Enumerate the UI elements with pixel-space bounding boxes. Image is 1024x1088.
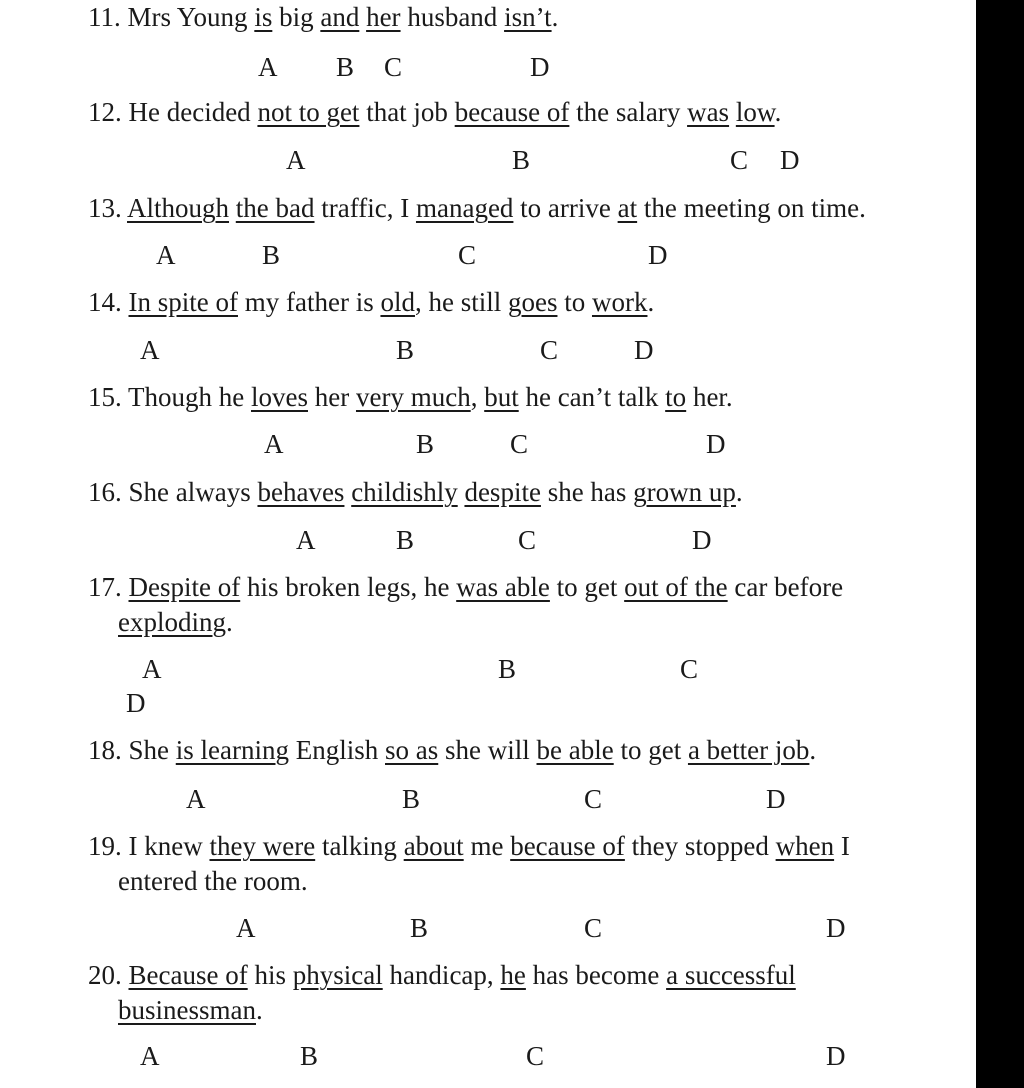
underlined-segment: a successful <box>666 960 796 990</box>
option-label-a: A <box>186 784 206 814</box>
plain-segment: . <box>226 607 233 637</box>
plain-segment: to get <box>613 735 688 765</box>
underlined-segment: behaves <box>257 477 345 507</box>
option-label-c: C <box>526 1041 545 1071</box>
question-number: 13. <box>88 193 122 223</box>
question-number: 18. <box>88 735 122 765</box>
option-label-c: C <box>458 240 477 270</box>
underlined-segment: the bad <box>235 193 315 223</box>
option-label-b: B <box>402 784 421 814</box>
question-sentence <box>88 97 781 127</box>
plain-segment: his broken legs, he <box>240 572 457 602</box>
option-label-b: B <box>498 654 517 684</box>
question-sentence <box>88 477 743 507</box>
underlined-segment: at <box>617 193 638 223</box>
underlined-segment: businessman <box>118 995 256 1025</box>
question-sentence-continued <box>118 607 233 637</box>
question-sentence <box>88 735 816 765</box>
option-label-d: D <box>766 784 786 814</box>
question-sentence <box>88 572 843 602</box>
plain-segment: . <box>647 287 655 317</box>
plain-segment: to arrive <box>513 193 618 223</box>
question-number: 19. <box>88 831 122 861</box>
question-sentence <box>88 193 866 223</box>
plain-segment: husband <box>400 2 505 32</box>
question-sentence <box>88 382 733 412</box>
underlined-segment: be able <box>536 735 614 765</box>
question-sentence <box>88 2 558 32</box>
option-label-c: C <box>518 525 537 555</box>
plain-segment: , he still <box>414 287 508 317</box>
question-number: 14. <box>88 287 122 317</box>
underlined-segment: Despite of <box>128 572 241 602</box>
plain-segment: entered the room. <box>118 866 308 896</box>
underlined-segment: isn’t <box>504 2 552 32</box>
plain-segment: I knew <box>128 831 210 861</box>
underlined-segment: about <box>403 831 464 861</box>
option-label-a: A <box>258 52 278 82</box>
plain-segment: . <box>256 995 263 1025</box>
question-number: 20. <box>88 960 122 990</box>
plain-segment: She always <box>128 477 258 507</box>
plain-segment: Mrs Young <box>127 2 255 32</box>
option-label-b: B <box>410 913 429 943</box>
option-label-c: C <box>384 52 403 82</box>
plain-segment: her. <box>686 382 733 412</box>
plain-segment: car before <box>727 572 844 602</box>
plain-segment: traffic, I <box>314 193 416 223</box>
plain-segment: me <box>463 831 511 861</box>
option-label-b: B <box>416 429 435 459</box>
plain-segment: he can’t talk <box>518 382 666 412</box>
plain-segment: Though he <box>128 382 251 412</box>
option-label-c: C <box>584 913 603 943</box>
option-label-c: C <box>680 654 699 684</box>
underlined-segment: to <box>665 382 687 412</box>
question-number: 15. <box>88 382 122 412</box>
plain-segment: the salary <box>569 97 688 127</box>
underlined-segment: loves <box>251 382 308 412</box>
plain-segment: her <box>308 382 356 412</box>
question-number: 12. <box>88 97 122 127</box>
underlined-segment: childishly <box>351 477 458 507</box>
option-label-d: D <box>780 145 800 175</box>
option-label-b: B <box>300 1041 319 1071</box>
plain-segment: . <box>551 2 559 32</box>
underlined-segment: old <box>380 287 415 317</box>
option-label-d: D <box>648 240 668 270</box>
underlined-segment: was <box>687 97 730 127</box>
underlined-segment: because of <box>454 97 570 127</box>
underlined-segment: so as <box>385 735 439 765</box>
underlined-segment: exploding <box>118 607 226 637</box>
underlined-segment: out of the <box>624 572 728 602</box>
underlined-segment: but <box>484 382 519 412</box>
underlined-segment: was able <box>456 572 550 602</box>
underlined-segment: goes <box>507 287 558 317</box>
plain-segment: He decided <box>128 97 258 127</box>
option-label-b: B <box>396 335 415 365</box>
underlined-segment: he <box>500 960 526 990</box>
plain-segment: she has <box>540 477 634 507</box>
question-number: 17. <box>88 572 122 602</box>
underlined-segment: despite <box>464 477 541 507</box>
option-label-d: D <box>634 335 654 365</box>
option-label-c: C <box>584 784 603 814</box>
question-sentence <box>88 287 654 317</box>
underlined-segment: when <box>775 831 835 861</box>
underlined-segment: very much <box>355 382 471 412</box>
plain-segment: talking <box>315 831 404 861</box>
plain-segment: that job <box>359 97 455 127</box>
underlined-segment: and <box>320 2 360 32</box>
option-label-b: B <box>262 240 281 270</box>
option-label-c: C <box>730 145 749 175</box>
option-label-d: D <box>692 525 712 555</box>
question-sentence <box>88 960 796 990</box>
option-label-c: C <box>510 429 529 459</box>
underlined-segment: work <box>591 287 648 317</box>
option-label-c: C <box>540 335 559 365</box>
right-edge-bar <box>976 0 1024 1088</box>
plain-segment: to get <box>549 572 625 602</box>
plain-segment <box>229 193 236 223</box>
option-label-d: D <box>826 913 846 943</box>
plain-segment: English <box>288 735 385 765</box>
option-label-d: D <box>126 688 146 718</box>
underlined-segment: a better job <box>687 735 810 765</box>
plain-segment: my father is <box>237 287 381 317</box>
option-label-d: D <box>706 429 726 459</box>
underlined-segment: Although <box>127 193 230 223</box>
plain-segment: big <box>272 2 321 32</box>
plain-segment: to <box>557 287 592 317</box>
plain-segment: has become <box>525 960 667 990</box>
question-sentence <box>88 831 850 861</box>
plain-segment: . <box>774 97 782 127</box>
question-number: 16. <box>88 477 122 507</box>
underlined-segment: is learning <box>175 735 289 765</box>
plain-segment: handicap, <box>382 960 501 990</box>
question-sentence-continued <box>118 995 263 1025</box>
option-label-d: D <box>826 1041 846 1071</box>
question-number: 11. <box>88 2 121 32</box>
plain-segment: . <box>809 735 817 765</box>
underlined-segment: grown up <box>633 477 736 507</box>
option-label-a: A <box>286 145 306 175</box>
underlined-segment: managed <box>415 193 514 223</box>
underlined-segment: In spite of <box>128 287 238 317</box>
option-label-a: A <box>140 1041 160 1071</box>
option-label-a: A <box>156 240 176 270</box>
option-label-a: A <box>264 429 284 459</box>
plain-segment: they stopped <box>624 831 776 861</box>
option-label-d: D <box>530 52 550 82</box>
option-label-a: A <box>236 913 256 943</box>
option-label-b: B <box>512 145 531 175</box>
plain-segment: She <box>128 735 176 765</box>
underlined-segment: physical <box>292 960 383 990</box>
underlined-segment: not to get <box>257 97 360 127</box>
plain-segment <box>729 97 736 127</box>
plain-segment: the meeting on time. <box>637 193 866 223</box>
plain-segment: she will <box>438 735 537 765</box>
underlined-segment: Because of <box>128 960 248 990</box>
option-label-a: A <box>140 335 160 365</box>
underlined-segment: they were <box>209 831 316 861</box>
option-label-b: B <box>336 52 355 82</box>
plain-segment: . <box>735 477 743 507</box>
option-label-a: A <box>296 525 316 555</box>
plain-segment: I <box>834 831 850 861</box>
underlined-segment: is <box>254 2 273 32</box>
plain-segment: his <box>247 960 293 990</box>
option-label-a: A <box>142 654 162 684</box>
question-sentence-continued <box>118 866 308 896</box>
underlined-segment: because of <box>510 831 625 861</box>
plain-segment: , <box>470 382 485 412</box>
underlined-segment: her <box>366 2 401 32</box>
option-label-b: B <box>396 525 415 555</box>
underlined-segment: low <box>735 97 775 127</box>
